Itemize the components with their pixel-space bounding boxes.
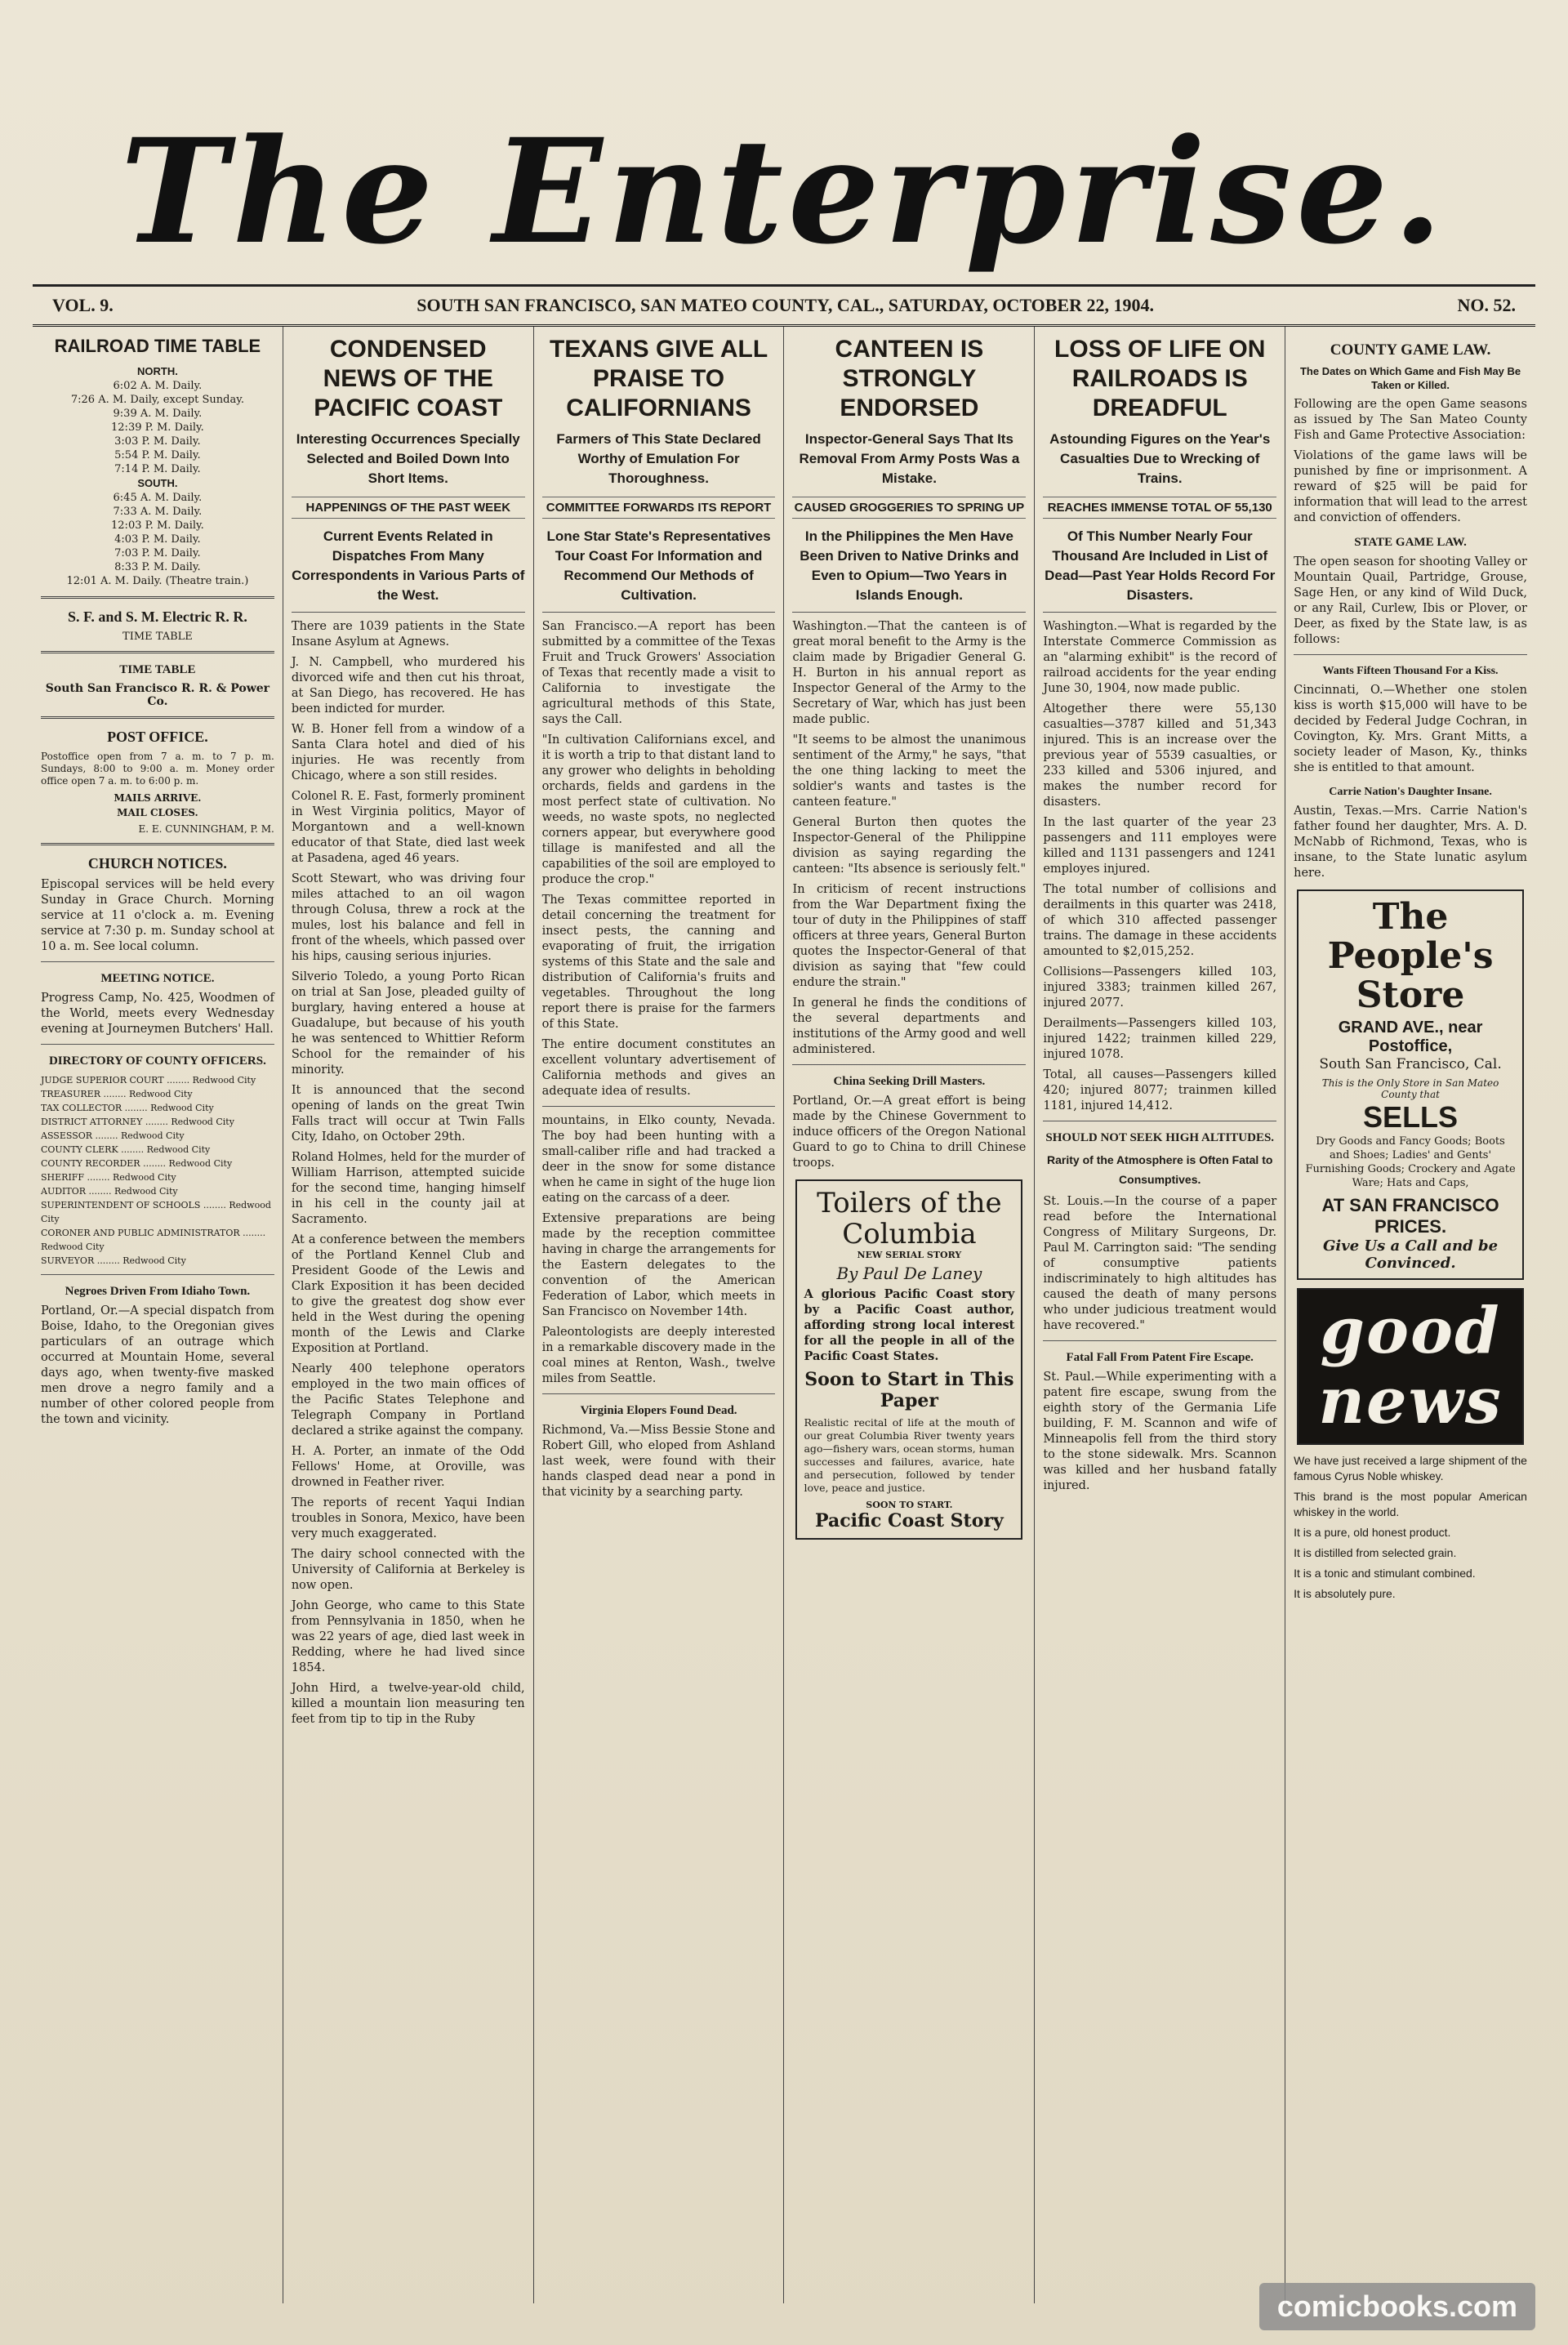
deck2-condensed-news: Current Events Related in Dispatches From Many Correspondents in Various Parts of the West. [292, 528, 525, 603]
schedule-time: 12:39 P. M. Daily. [111, 421, 204, 434]
paragraph: In general he finds the conditions of the several departments and institutions of the Army good and well administered. [792, 996, 1027, 1056]
headline-condensed-news: CONDENSED NEWS OF THE PACIFIC COAST [314, 336, 503, 421]
paragraph: mountains, in Elko county, Nevada. The boy had been hunting with a small-caliber rifle and had tracked a deer in the snow for some distance when he came in sight of the huge lion eating on the carcass of a deer. [541, 1114, 776, 1205]
ad-footer-small: SOON TO START. [866, 1500, 953, 1510]
paragraph: This brand is the most popular American whiskey in the world. [1294, 1490, 1527, 1518]
ad-author: By Paul De Laney [836, 1264, 982, 1283]
schedule-time: 12:01 A. M. Daily. (Theatre train.) [66, 575, 249, 587]
dateline [33, 284, 1535, 327]
paragraph: Silverio Toledo, a young Porto Rican on trial at San Jose, pleaded guilty of burglary, having entered a house at Guadalupe, but because of his youth he was sentenced to Whittier Reform School for the remainder of his minority. [291, 970, 525, 1077]
store-address: GRAND AVE., near Postoffice, [1338, 1019, 1483, 1055]
directory-item: SURVEYOR ........ Redwood City [41, 1255, 186, 1266]
directory-item: CORONER AND PUBLIC ADMINISTRATOR ........ Redwood City [41, 1228, 266, 1252]
divider [792, 1064, 1026, 1065]
paragraph: The entire document constitutes an excellent voluntary advertisement of California methods and gives an adequate idea of results. [541, 1038, 776, 1098]
time-table-2-subtitle: South San Francisco R. R. & Power Co. [45, 682, 270, 708]
post-office-title: POST OFFICE. [107, 729, 208, 745]
deck-texans: Farmers of This State Declared Worthy of Emulation For Thoroughness. [556, 431, 761, 486]
paragraph: Washington.—That the canteen is of great moral benefit to the Army is the claim made by Brigadier General G. H. Burton in his annual report as Inspector General of the Army to the Secretary of War, which has just been made public. [792, 620, 1027, 726]
paragraph: It is absolutely pure. [1294, 1587, 1396, 1600]
paragraph: It is a pure, old honest product. [1294, 1526, 1451, 1539]
postmaster: E. E. CUNNINGHAM, P. M. [138, 823, 274, 835]
divider [41, 961, 274, 962]
church-notices-text: Episcopal services will be held every Sunday in Grace Church. Morning service at 11 o'clock a. m. Evening service at 7:30 p. m. Sunday school at 10 a. m. See local column. [41, 878, 274, 953]
paragraph: The open season for shooting Valley or Mountain Quail, Partridge, Grouse, Sage Hen, or any kind of Wild Duck, or any Rail, Curlew, Ibis or Plover, or Deer, as fixed by the State law, is as follows: [1294, 555, 1527, 646]
directory-item: AUDITOR ........ Redwood City [41, 1186, 178, 1197]
elopers-text: Richmond, Va.—Miss Bessie Stone and Robert Gill, who eloped from Ashland last week, were found with their hands clasped dead near a pond in that vicinity by a searching party. [541, 1424, 776, 1499]
game-law-deck: The Dates on Which Game and Fish May Be Taken or Killed. [1299, 365, 1521, 391]
state-game-law-title: STATE GAME LAW. [1354, 536, 1467, 549]
north-label: NORTH. [136, 365, 178, 377]
paragraph: The reports of recent Yaqui Indian troubles in Sonora, Mexico, have been very much exaggerated. [291, 1496, 525, 1540]
paragraph: Collisions—Passengers killed 103, injured 3383; trainmen killed 267, injured 2077. [1043, 965, 1277, 1010]
paragraph: The dairy school connected with the University of California at Berkeley is now open. [291, 1548, 525, 1592]
volume-number: VOL. 9. [52, 295, 114, 315]
divider [792, 612, 1026, 613]
paragraph: San Francisco.—A report has been submitted by a committee of the Texas Fruit and Truck Growers' Association of Texas that recently made a visit to California to investigate the agricultural methods of this State, says the Call. [541, 620, 776, 726]
schedule-time: 6:45 A. M. Daily. [113, 492, 203, 504]
directory-item: SUPERINTENDENT OF SCHOOLS ........ Redwood City [41, 1200, 271, 1224]
south-times [41, 491, 274, 588]
directory-item: TREASURER ........ Redwood City [41, 1089, 193, 1099]
fire-escape-text: St. Paul.—While experimenting with a patent fire escape, swung from the eighth story of the Germania Life building, F. M. Scannon and wife of Minneapolis fell from the third story to the stone sidewalk. Mrs. Scannon was killed and her husband fatally injured. [1043, 1371, 1277, 1492]
ad-title-2: Columbia [842, 1218, 977, 1251]
paragraph: Following are the open Game seasons as issued by The San Mateo County Fish and Game Protective Association: [1294, 398, 1527, 442]
kiss-title: Wants Fifteen Thousand For a Kiss. [1322, 665, 1499, 677]
elopers-title: Virginia Elopers Found Dead. [580, 1404, 737, 1417]
paragraph: Washington.—What is regarded by the Interstate Commerce Commission as an "alarming exhibit" is the record of railroad accidents for the year ending June 30, 1904, now made public. [1043, 620, 1277, 695]
north-times [41, 379, 274, 476]
church-notices-title: CHURCH NOTICES. [87, 855, 227, 872]
schedule-time: 4:03 P. M. Daily. [114, 533, 201, 546]
paragraph: It is a tonic and stimulant combined. [1294, 1567, 1476, 1580]
railroad-schedule [41, 364, 274, 588]
deck2-texans: Lone Star State's Representatives Tour Coast For Information and Recommend Our Methods of Cultivation. [546, 528, 771, 603]
deck2-loss-of-life: Of This Number Nearly Four Thousand Are Included in List of Dead—Past Year Holds Record For Disasters. [1045, 528, 1276, 603]
paragraph: There are 1039 patients in the State Insane Asylum at Agnews. [291, 620, 525, 649]
divider [292, 612, 525, 613]
directory-item: ASSESSOR ........ Redwood City [41, 1130, 185, 1141]
directory-item: SHERIFF ........ Redwood City [41, 1172, 176, 1183]
game-law-title: COUNTY GAME LAW. [1330, 341, 1491, 359]
electric-rr-title: S. F. and S. M. Electric R. R. [67, 609, 247, 625]
nation-title: Carrie Nation's Daughter Insane. [1329, 786, 1492, 798]
column-6 [1285, 327, 1535, 2303]
paragraph: It is distilled from selected grain. [1294, 1546, 1457, 1559]
headline-loss-of-life: LOSS OF LIFE ON RAILROADS IS DREADFUL [1054, 336, 1266, 421]
directory-item: COUNTY RECORDER ........ Redwood City [41, 1158, 233, 1169]
paragraph: General Burton then quotes the Inspector-General of the Philippine division as saying regarding the canteen: "Its absence is seriously felt." [792, 816, 1027, 876]
schedule-time: 7:26 A. M. Daily, except Sunday. [70, 394, 244, 406]
divider [41, 596, 274, 599]
store-call: Give Us a Call and be Convinced. [1323, 1237, 1499, 1272]
paragraph: The total number of collisions and derailments in this quarter was 2418, of which 310 affected passenger trains. The damage in these accidents amounted to $2,015,252. [1043, 883, 1277, 958]
divider [1043, 1340, 1276, 1341]
good-news-ad [1297, 1288, 1524, 1445]
deck2-canteen: In the Philippines the Men Have Been Driven to Native Drinks and Even to Opium—Two Years in Islands Enough. [800, 528, 1019, 603]
deck-canteen: Inspector-General Says That Its Removal From Army Posts Was a Mistake. [799, 431, 1020, 486]
deck-loss-of-life: Astounding Figures on the Year's Casualties Due to Wrecking of Trains. [1049, 431, 1271, 486]
paragraph: At a conference between the members of the Portland Kennel Club and President Goode of the Lewis and Clark Exposition it has been decided to give the greatest dog show ever held in the West during the opening month of the Lewis and Clarke Exposition at Portland. [291, 1233, 525, 1355]
store-prices: AT SAN FRANCISCO PRICES. [1321, 1195, 1499, 1237]
divider [1043, 612, 1276, 613]
railroad-time-table-title: RAILROAD TIME TABLE [54, 336, 261, 356]
altitudes-title: SHOULD NOT SEEK HIGH ALTITUDES. [1045, 1131, 1275, 1144]
paragraph: H. A. Porter, an inmate of the Odd Fellows' Home, at Oroville, was drowned in Feather river. [291, 1445, 525, 1489]
ad-footer: Pacific Coast Story [815, 1510, 1004, 1531]
south-label: SOUTH. [137, 477, 178, 489]
column-3 [534, 327, 785, 2303]
paragraph: In criticism of recent instructions from the War Department fixing the tour of duty in the Philippines of staff officers at three years, General Burton quotes the Inspector-General of that division as saying that "few could endure the strain." [792, 883, 1027, 989]
headline-canteen: CANTEEN IS STRONGLY ENDORSED [835, 336, 984, 421]
directory-title: DIRECTORY OF COUNTY OFFICERS. [48, 1054, 266, 1068]
paragraph: The Texas committee reported in detail concerning the treatment for insect pests, the canning and evaporating of fruit, the irrigation systems of this State and the sale and distribution of California's fruits and vegetables. Throughout the long report there is praise for the farmers of this State. [541, 894, 776, 1031]
watermark: comicbooks.com [1259, 2283, 1535, 2330]
directory-item: COUNTY CLERK ........ Redwood City [41, 1144, 211, 1155]
store-goods: Dry Goods and Fancy Goods; Boots and Shoes; Ladies' and Gents' Furnishing Goods; Crockery and Agate Ware; Hats and Caps, [1305, 1135, 1516, 1189]
china-text: Portland, Or.—A great effort is being made by the Chinese Government to induce officers of the Oregon National Guard to go to China to drill Chinese troops. [792, 1094, 1027, 1170]
schedule-time: 7:03 P. M. Daily. [114, 547, 201, 560]
paragraph: Roland Holmes, held for the murder of William Harrison, attempted suicide for the second time, hanging himself in his cell in the county jail at Sacramento. [291, 1151, 525, 1226]
columns [33, 327, 1535, 2303]
schedule-time: 5:54 P. M. Daily. [114, 449, 201, 461]
negroes-title: Negroes Driven From Idiaho Town. [65, 1285, 251, 1298]
divider [41, 1274, 274, 1275]
meeting-notice-title: MEETING NOTICE. [100, 972, 215, 985]
schedule-time: 8:33 P. M. Daily. [114, 561, 201, 573]
mails-arrive: MAILS ARRIVE. [114, 792, 202, 804]
schedule-time: 3:03 P. M. Daily. [114, 435, 201, 448]
paragraph: Scott Stewart, who was driving four miles attached to an oil wagon through Colusa, threw a rock at the mules, lost his balance and fell in front of the wheels, which passed over his hips, causing serious injuries. [291, 872, 525, 963]
paragraph: "In cultivation Californians excel, and it is worth a trip to that distant land to any grower who delights in beholding orchards, fields and gardens in the most perfect state of cultivation. No weeds, no waste spots, no neglected corners appear, but everywhere good tillage is manifested and all the capabilities of the soil are employed to produce the crop." [541, 733, 776, 886]
divider [41, 716, 274, 719]
directory-item: JUDGE SUPERIOR COURT ........ Redwood City [41, 1075, 256, 1086]
store-city: South San Francisco, Cal. [1319, 1056, 1502, 1072]
meeting-notice-text: Progress Camp, No. 425, Woodmen of the World, meets every Wednesday evening at Journeymen Butchers' Hall. [41, 992, 274, 1036]
fire-escape-title: Fatal Fall From Patent Fire Escape. [1066, 1351, 1254, 1364]
paragraph: It is announced that the second opening of lands on the great Twin Falls tract will occur at Twin Falls City, Idaho, on October 29th. [291, 1084, 525, 1144]
paragraph: Derailments—Passengers killed 103, injured 1422; trainmen killed 229, injured 1078. [1043, 1017, 1277, 1061]
directory-item: TAX COLLECTOR ........ Redwood City [41, 1103, 214, 1113]
subhead-texans: COMMITTEE FORWARDS ITS REPORT [542, 497, 776, 519]
subhead-canteen: CAUSED GROGGERIES TO SPRING UP [792, 497, 1026, 519]
good-news-headline: good news [1318, 1294, 1503, 1438]
directory-list [41, 1073, 274, 1268]
ad-soon: Soon to Start in This Paper [804, 1369, 1014, 1411]
newspaper-title: The Enterprise. [120, 107, 1448, 276]
altitudes-deck: Rarity of the Atmosphere is Often Fatal to Consumptives. [1047, 1153, 1273, 1186]
negroes-text: Portland, Or.—A special dispatch from Boise, Idaho, to the Oregonian gives particulars of an outrage which occurred at Mountain Home, several days ago, when twenty-five masked men drove a negro family and a number of other colored people from the town and vicinity. [41, 1304, 274, 1426]
column-1 [33, 327, 283, 2303]
ad-text: A glorious Pacific Coast story by a Pacific Coast author, affording strong local interest for all the people in all of the Pacific Coast States. [804, 1287, 1015, 1363]
issue-number: NO. 52. [1457, 295, 1516, 315]
deck-condensed-news: Interesting Occurrences Specially Selected and Boiled Down Into Short Items. [296, 431, 520, 486]
schedule-time: 7:14 P. M. Daily. [114, 463, 201, 475]
subhead-condensed-news: HAPPENINGS OF THE PAST WEEK [292, 497, 525, 519]
schedule-time: 12:03 P. M. Daily. [111, 519, 204, 532]
kiss-text: Cincinnati, O.—Whether one stolen kiss is worth $15,000 will have to be decided by Federal Judge Cochran, in Covington, Ky. Mrs. Grant Mitts, a society leader of Mason, Ky., thinks she is entitled to that amount. [1294, 684, 1527, 774]
paragraph: W. B. Honer fell from a window of a Santa Clara hotel and died of his injuries. He was recently from Chicago, where a son still resides. [291, 723, 525, 782]
directory-item: DISTRICT ATTORNEY ........ Redwood City [41, 1117, 234, 1127]
post-office-text: Postoffice open from 7 a. m. to 7 p. m. Sundays, 8:00 to 9:00 a. m. Money order office open 7 a. m. to 6:00 p. m. [41, 751, 274, 787]
place-and-date: SOUTH SAN FRANCISCO, SAN MATEO COUNTY, CAL., SATURDAY, OCTOBER 22, 1904. [416, 295, 1154, 315]
column-5 [1035, 327, 1285, 2303]
paragraph: Extensive preparations are being made by the reception committee having in charge the arrangements for the Eastern delegates to the convention of the American Federation of Labor, which meets in San Francisco on November 14th. [541, 1212, 776, 1318]
schedule-time: 6:02 A. M. Daily. [113, 380, 203, 392]
divider [542, 1106, 776, 1107]
paragraph: J. N. Campbell, who murdered his divorced wife and then cut his throat, at San Diego, has recovered. He has been indicted for murder. [291, 656, 525, 716]
ad-description: Realistic recital of life at the mouth of our great Columbia River twenty years ago—fishery wars, ocean storms, human successes and failures, avarice, hate and persecution, followed by tender love, peace and justice. [804, 1416, 1015, 1494]
paragraph: Paleontologists are deeply interested in a remarkable discovery made in the coal mines at Renton, Wash., twelve miles from Seattle. [541, 1326, 776, 1385]
serial-story-ad [795, 1179, 1022, 1540]
altitudes-text: St. Louis.—In the course of a paper read before the International Congress of Military Surgeons, Dr. Paul M. Carrington said: "The sending of consumptive patients indiscriminately to high altitudes has caused the death of many persons who under judicious treatment would have recovered." [1043, 1195, 1277, 1332]
paragraph: Nearly 400 telephone operators employed in the two main offices of the Pacific States Telephone and Telegraph Company in Portland declared a strike against the company. [291, 1362, 525, 1438]
paragraph: "It seems to be almost the unanimous sentiment of the Army," he says, "that the one thing lacking to meet the soldier's wants and tastes is the canteen feature." [792, 733, 1027, 809]
mails-close: MAIL CLOSES. [117, 807, 198, 818]
store-only: This is the Only Store in San Mateo County that [1321, 1077, 1499, 1100]
divider [542, 612, 776, 613]
schedule-time: 9:39 A. M. Daily. [113, 408, 203, 420]
paragraph: John Hird, a twelve-year-old child, killed a mountain lion measuring ten feet from tip to tip in the Ruby [291, 1682, 525, 1726]
paragraph: Altogether there were 55,130 casualties—3787 killed and 51,343 injured. This is an increase over the previous year of 5539 casualties, or 233 killed and 5306 injured, and makes the number record for disasters. [1043, 702, 1277, 809]
peoples-store-ad [1297, 889, 1524, 1280]
column-4 [784, 327, 1035, 2303]
china-title: China Seeking Drill Masters. [833, 1075, 986, 1088]
paragraph: Total, all causes—Passengers killed 420; injured 8077; trainmen killed 1181, injured 14,412. [1043, 1068, 1277, 1112]
headline-texans: TEXANS GIVE ALL PRAISE TO CALIFORNIANS [549, 336, 768, 421]
masthead [33, 106, 1535, 278]
column-2 [283, 327, 534, 2303]
divider [1294, 654, 1527, 655]
electric-rr-subtitle: TIME TABLE [122, 631, 193, 643]
divider [41, 1044, 274, 1045]
schedule-time: 7:33 A. M. Daily. [113, 506, 203, 518]
paragraph: Colonel R. E. Fast, formerly prominent in West Virginia politics, Mayor of Morgantown and a well-known educator of that State, died last week at Pasadena, aged 46 years. [291, 790, 525, 865]
nation-text: Austin, Texas.—Mrs. Carrie Nation's father found her daughter, Mrs. A. D. McNabb of Richmond, Texas, who is insane, to the State lunatic asylum here. [1294, 805, 1527, 880]
subhead-loss-of-life: REACHES IMMENSE TOTAL OF 55,130 [1043, 497, 1276, 519]
ad-title-1: Toilers of the [817, 1187, 1002, 1219]
paragraph: Violations of the game laws will be punished by fine or imprisonment. A reward of $25 will be paid for information that will lead to the arrest and conviction of offenders. [1294, 449, 1527, 524]
store-name: The People's Store [1327, 896, 1494, 1016]
divider [542, 1393, 776, 1394]
paragraph: In the last quarter of the year 23 passengers and 111 employes were killed and 1131 passengers and 1241 employes injured. [1043, 816, 1277, 876]
ad-tag: NEW SERIAL STORY [857, 1250, 962, 1260]
divider [41, 651, 274, 653]
store-sells: SELLS [1363, 1100, 1459, 1134]
paragraph: We have just received a large shipment of the famous Cyrus Noble whiskey. [1294, 1454, 1527, 1482]
divider [41, 843, 274, 845]
time-table-2-title: TIME TABLE [119, 663, 196, 676]
paragraph: John George, who came to this State from Pennsylvania in 1850, when he was 22 years of age, died last week in Redding, where he had lived since 1854. [291, 1599, 525, 1674]
